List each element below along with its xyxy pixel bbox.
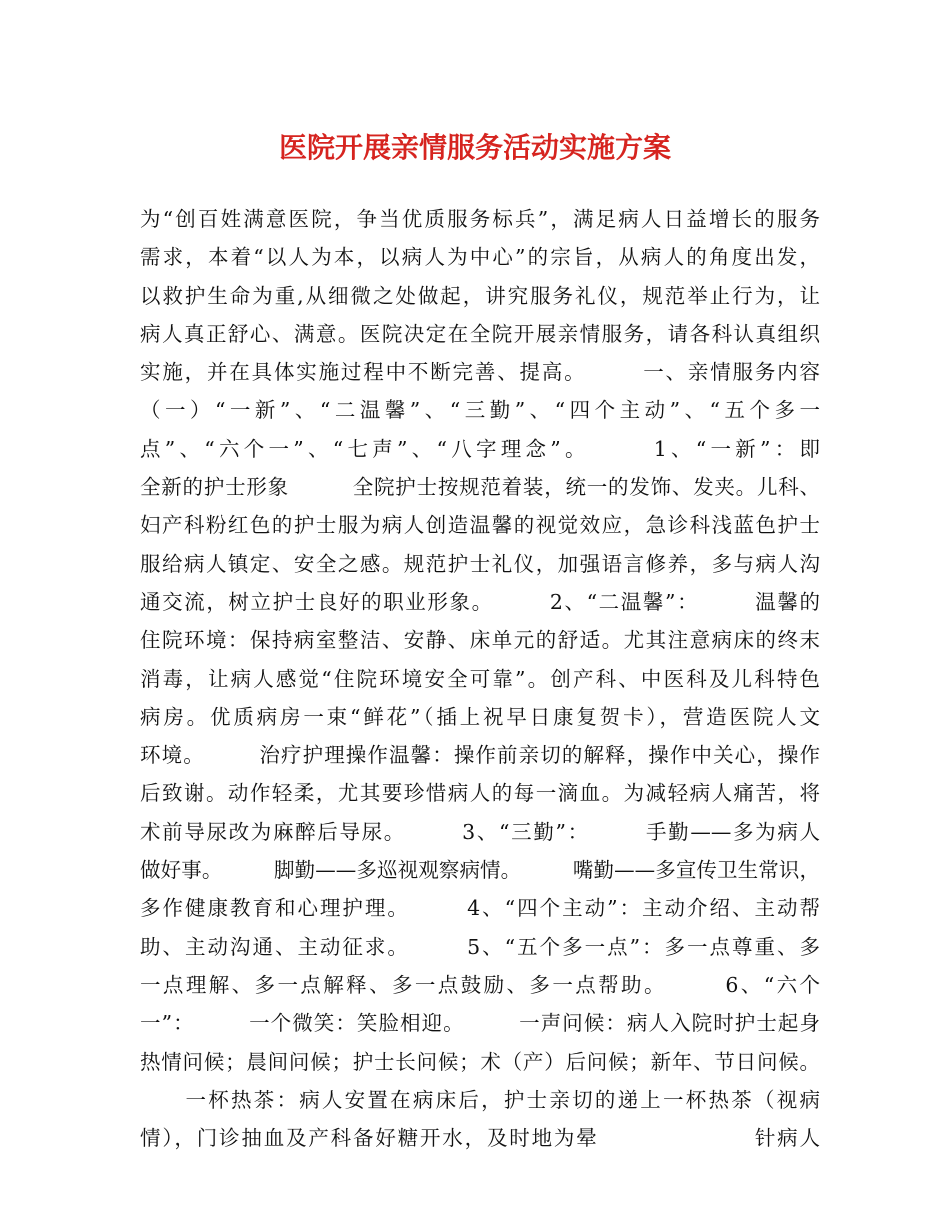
body-line: 点”、“六个一”、“七声”、“八字理念”。 1、“一新”：即	[140, 436, 820, 461]
body-line: 为“创百姓满意医院，争当优质服务标兵”，满足病人日益增长的服务	[140, 207, 820, 231]
body-line: 后致谢。动作轻柔，尤其要珍惜病人的每一滴血。为减轻病人痛苦，将	[140, 781, 820, 806]
body-line: 以救护生命为重,从细微之处做起，讲究服务礼仪，规范举止行为，让	[140, 283, 820, 308]
body-line: 术前导尿改为麻醉后导尿。 3、“三勤”： 手勤——多为病人	[140, 819, 820, 844]
document-body	[140, 200, 820, 1157]
body-line: 热情问候；晨间问候；护士长问候；术（产）后问候；新年、节日问候。	[140, 1049, 820, 1074]
body-line: 一点理解、多一点解释、多一点鼓励、多一点帮助。 6、“六个	[140, 972, 820, 997]
body-line: 全新的护士形象 全院护士按规范着装，统一的发饰、发夹。儿科、	[140, 475, 820, 500]
body-line: 住院环境：保持病室整洁、安静、床单元的舒适。尤其注意病床的终末	[140, 628, 820, 653]
body-line: 一杯热茶：病人安置在病床后，护士亲切的递上一杯热茶（视病	[140, 1087, 820, 1112]
body-line: 需求，本着“以人为本，以病人为中心”的宗旨，从病人的角度出发，	[140, 245, 820, 270]
body-line: 一”： 一个微笑：笑脸相迎。 一声问候：病人入院时护士起身	[140, 1011, 820, 1036]
body-line: 消毒，让病人感觉“住院环境安全可靠”。创产科、中医科及儿科特色	[140, 666, 820, 691]
body-line: 情），门诊抽血及产科备好糖开水，及时地为晕 针病人	[140, 1126, 820, 1151]
body-line: 服给病人镇定、安全之感。规范护士礼仪，加强语言修养，多与病人沟	[140, 551, 820, 576]
body-line: 做好事。 脚勤——多巡视观察病情。 嘴勤——多宣传卫生常识，	[140, 858, 820, 883]
body-line: 环境。 治疗护理操作温馨：操作前亲切的解释，操作中关心，操作	[140, 743, 820, 768]
body-line: 助、主动沟通、主动征求。 5、“五个多一点”：多一点尊重、多	[140, 934, 820, 959]
body-line: 妇产科粉红色的护士服为病人创造温馨的视觉效应，急诊科浅蓝色护士	[140, 513, 820, 538]
body-line: 病人真正舒心、满意。医院决定在全院开展亲情服务，请各科认真组织	[140, 321, 820, 346]
body-line: 实施，并在具体实施过程中不断完善、提高。 一、亲情服务内容	[140, 360, 820, 385]
body-line: 多作健康教育和心理护理。 4、“四个主动”：主动介绍、主动帮	[140, 896, 820, 921]
body-line: 病房。优质病房一束“鲜花”（插上祝早日康复贺卡），营造医院人文	[140, 704, 820, 729]
body-line: 通交流，树立护士良好的职业形象。 2、“二温馨”： 温馨的	[140, 589, 820, 614]
document-title: 医院开展亲情服务活动实施方案	[278, 131, 671, 164]
body-line: （一）“一新”、“二温馨”、“三勤”、“四个主动”、“五个多一	[140, 398, 820, 423]
